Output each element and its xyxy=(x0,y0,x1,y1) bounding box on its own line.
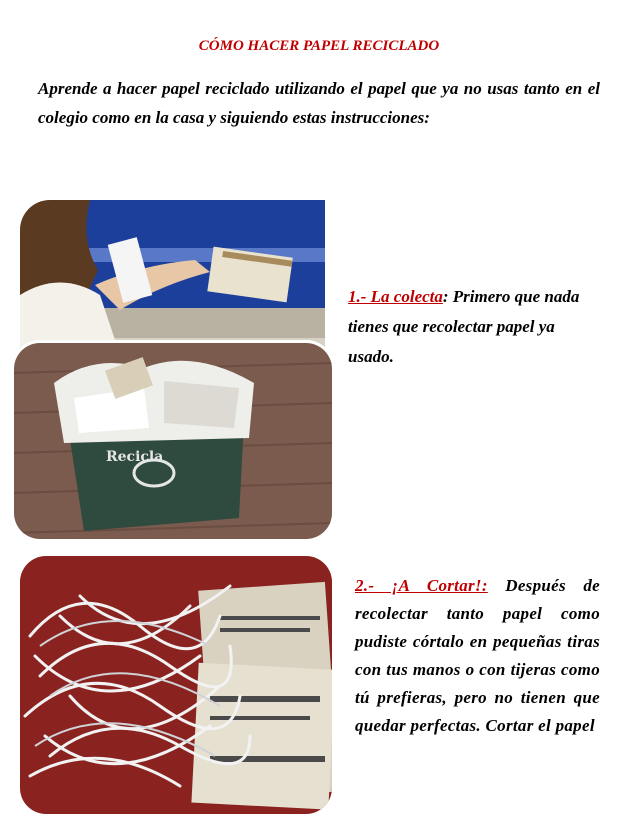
page-title: CÓMO HACER PAPEL RECICLADO xyxy=(198,38,440,54)
step-2-text xyxy=(355,572,600,740)
photo-shredded-paper xyxy=(20,556,332,814)
step-2-body: Después de recolectar tanto papel como pudiste córtalo en pequeñas tiras con tus manos o con tijeras como tú prefieras, pero no tienen que quedar perfectas. Cortar el papel xyxy=(355,576,600,735)
step-1-body: : Primero que nada tienes que recolectar papel ya usado. xyxy=(348,287,580,366)
step-1-heading: 1.- La colecta xyxy=(348,287,443,306)
intro-paragraph: Aprende a hacer papel reciclado utilizando el papel que ya no usas tanto en el colegio como en la casa y siguiendo estas instrucciones: xyxy=(38,79,600,127)
step-1-text xyxy=(348,282,598,372)
step-2-heading: 2.- ¡A Cortar!: xyxy=(355,576,488,595)
photo-recycling-bin xyxy=(14,343,332,539)
bin-label: Recicla xyxy=(106,449,164,465)
